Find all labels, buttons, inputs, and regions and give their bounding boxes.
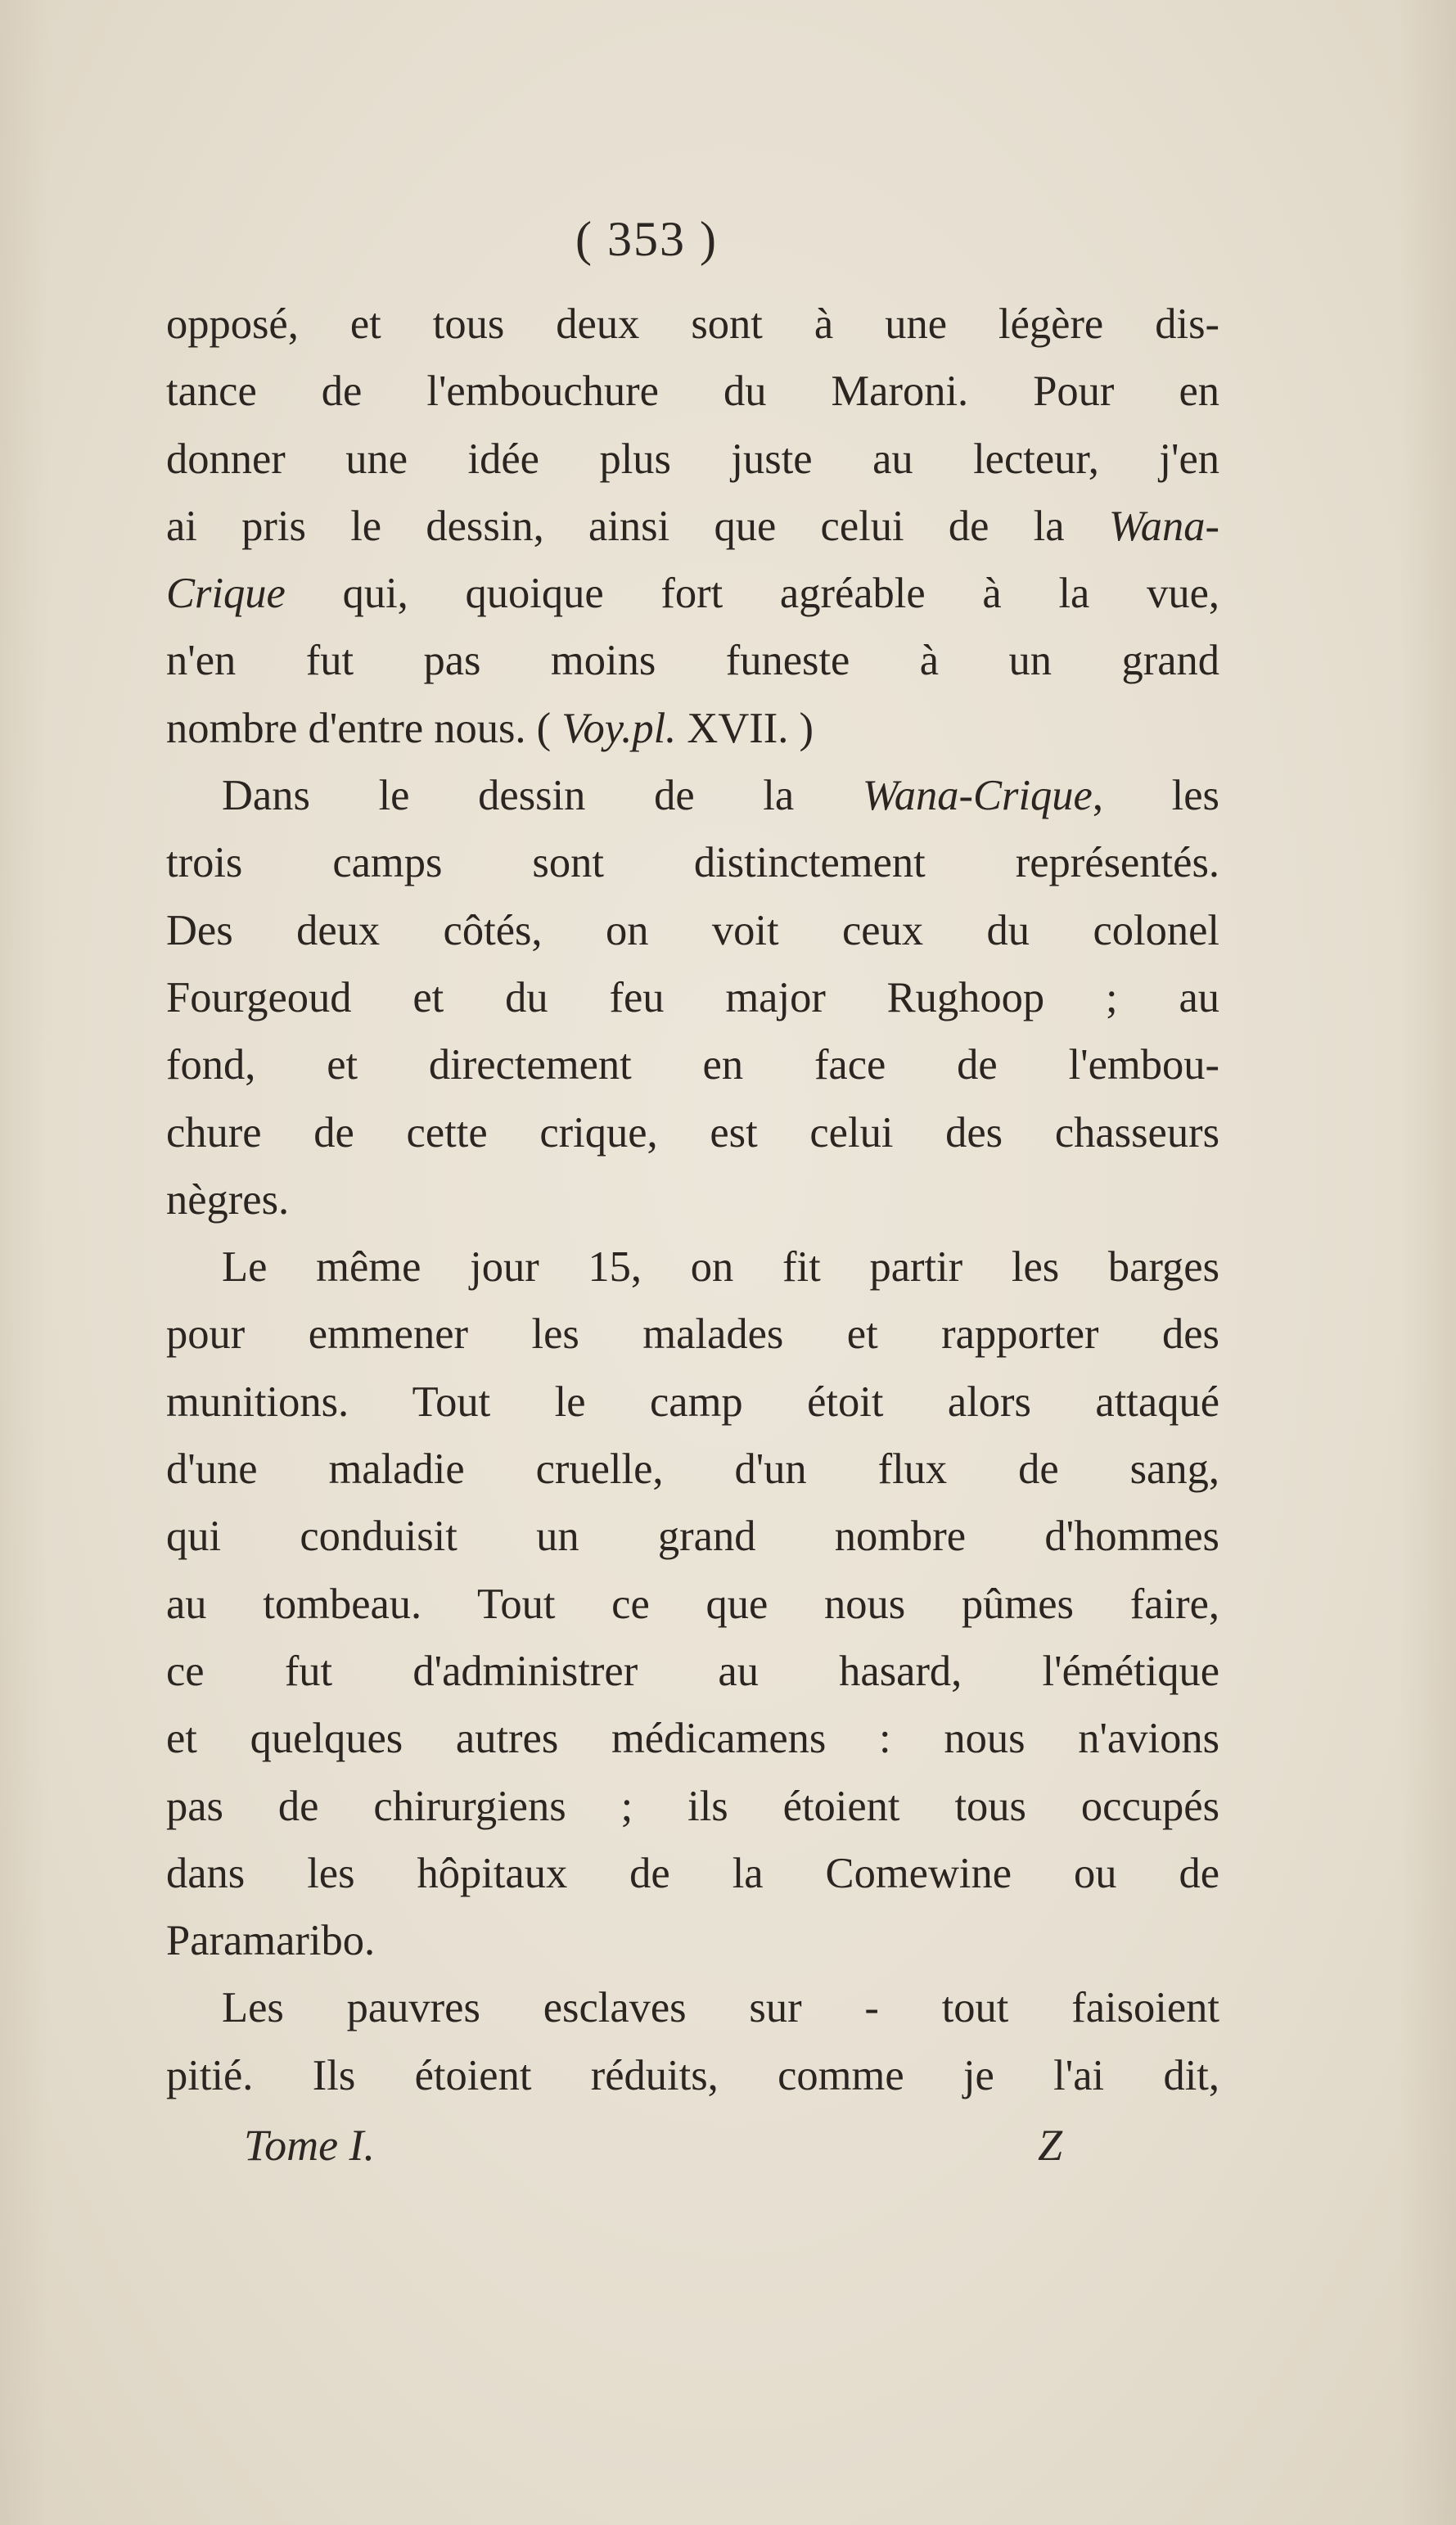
text-segment: qui, quoique fort agréable à la vue, — [285, 570, 1219, 618]
text-line — [166, 829, 1219, 896]
text-segment: au tombeau. Tout ce que nous pûmes faire, — [166, 1580, 1219, 1628]
text-line — [166, 426, 1219, 493]
text-line — [166, 560, 1219, 627]
italic-segment: Wana- — [1108, 502, 1219, 550]
text-segment: et quelques autres médicamens : nous n'avions — [166, 1715, 1219, 1763]
page-number: ( 353 ) — [575, 212, 718, 266]
text-segment: pour emmener les malades et rapporter des — [166, 1310, 1219, 1359]
text-segment: Des deux côtés, on voit ceux du colonel — [166, 906, 1219, 954]
text-line — [166, 1233, 1219, 1301]
text-segment: opposé, et tous deux sont à une légère dis- — [166, 300, 1219, 348]
text-line — [166, 1705, 1219, 1772]
text-line — [166, 1099, 1219, 1166]
body-text — [166, 291, 1219, 2109]
text-segment: ai pris le dessin, ainsi que celui de la — [166, 502, 1109, 550]
text-line — [166, 897, 1219, 964]
text-segment: Fourgeoud et du feu major Rughoop ; au — [166, 973, 1219, 1021]
text-line — [166, 1773, 1219, 1840]
text-segment: trois camps sont distinctement représentés. — [166, 839, 1219, 887]
text-line — [166, 1301, 1219, 1368]
italic-segment: Voy.pl. — [561, 704, 677, 752]
text-line — [166, 964, 1219, 1031]
text-segment: Dans le dessin de la — [222, 772, 863, 820]
text-line — [166, 493, 1219, 560]
page-edge-shadow-right — [1399, 0, 1456, 2525]
italic-segment: Crique — [166, 570, 286, 618]
text-line — [166, 1368, 1219, 1436]
text-line — [166, 1840, 1219, 1907]
italic-segment: Wana-Crique — [862, 772, 1093, 820]
text-segment: nombre d'entre nous. ( — [166, 704, 562, 752]
text-line — [166, 695, 1219, 762]
footer-signature-mark: Z — [1038, 2121, 1063, 2170]
text-segment: d'une maladie cruelle, d'un flux de sang, — [166, 1445, 1219, 1494]
text-segment: Paramaribo. — [166, 1917, 376, 1965]
text-segment: pas de chirurgiens ; ils étoient tous occupés — [166, 1782, 1219, 1830]
text-line — [166, 1436, 1219, 1503]
text-segment: XVII. ) — [676, 704, 814, 752]
text-line — [166, 291, 1219, 358]
page-edge-shadow-left — [0, 0, 49, 2525]
text-line — [166, 1571, 1219, 1638]
text-line — [166, 627, 1219, 694]
text-line — [166, 358, 1219, 425]
text-segment: nègres. — [166, 1175, 290, 1224]
text-line — [166, 1638, 1219, 1705]
text-segment: Le même jour 15, on fit partir les barges — [222, 1243, 1219, 1292]
text-segment: n'en fut pas moins funeste à un grand — [166, 637, 1219, 685]
footer-volume: Tome I. — [244, 2121, 376, 2170]
text-segment: , les — [1092, 772, 1219, 820]
text-line — [166, 1907, 1219, 1974]
text-segment: dans les hôpitaux de la Comewine ou de — [166, 1849, 1219, 1897]
text-segment: tance de l'embouchure du Maroni. Pour en — [166, 367, 1219, 416]
text-line — [166, 1503, 1219, 1570]
text-segment: qui conduisit un grand nombre d'hommes — [166, 1513, 1219, 1561]
text-segment: Les pauvres esclaves sur - tout faisoient — [222, 1984, 1219, 2032]
text-line — [166, 1166, 1219, 1233]
text-segment: fond, et directement en face de l'embou- — [166, 1041, 1219, 1089]
text-segment: donner une idée plus juste au lecteur, j'en — [166, 435, 1219, 483]
text-segment: pitié. Ils étoient réduits, comme je l'ai dit, — [166, 2051, 1219, 2099]
text-segment: ce fut d'administrer au hasard, l'émétique — [166, 1647, 1219, 1695]
text-line — [166, 762, 1219, 829]
text-segment: munitions. Tout le camp étoit alors attaqué — [166, 1377, 1219, 1426]
text-line — [166, 1031, 1219, 1098]
text-line — [166, 1974, 1219, 2041]
text-segment: chure de cette crique, est celui des chasseurs — [166, 1108, 1219, 1157]
text-line — [166, 2042, 1219, 2109]
